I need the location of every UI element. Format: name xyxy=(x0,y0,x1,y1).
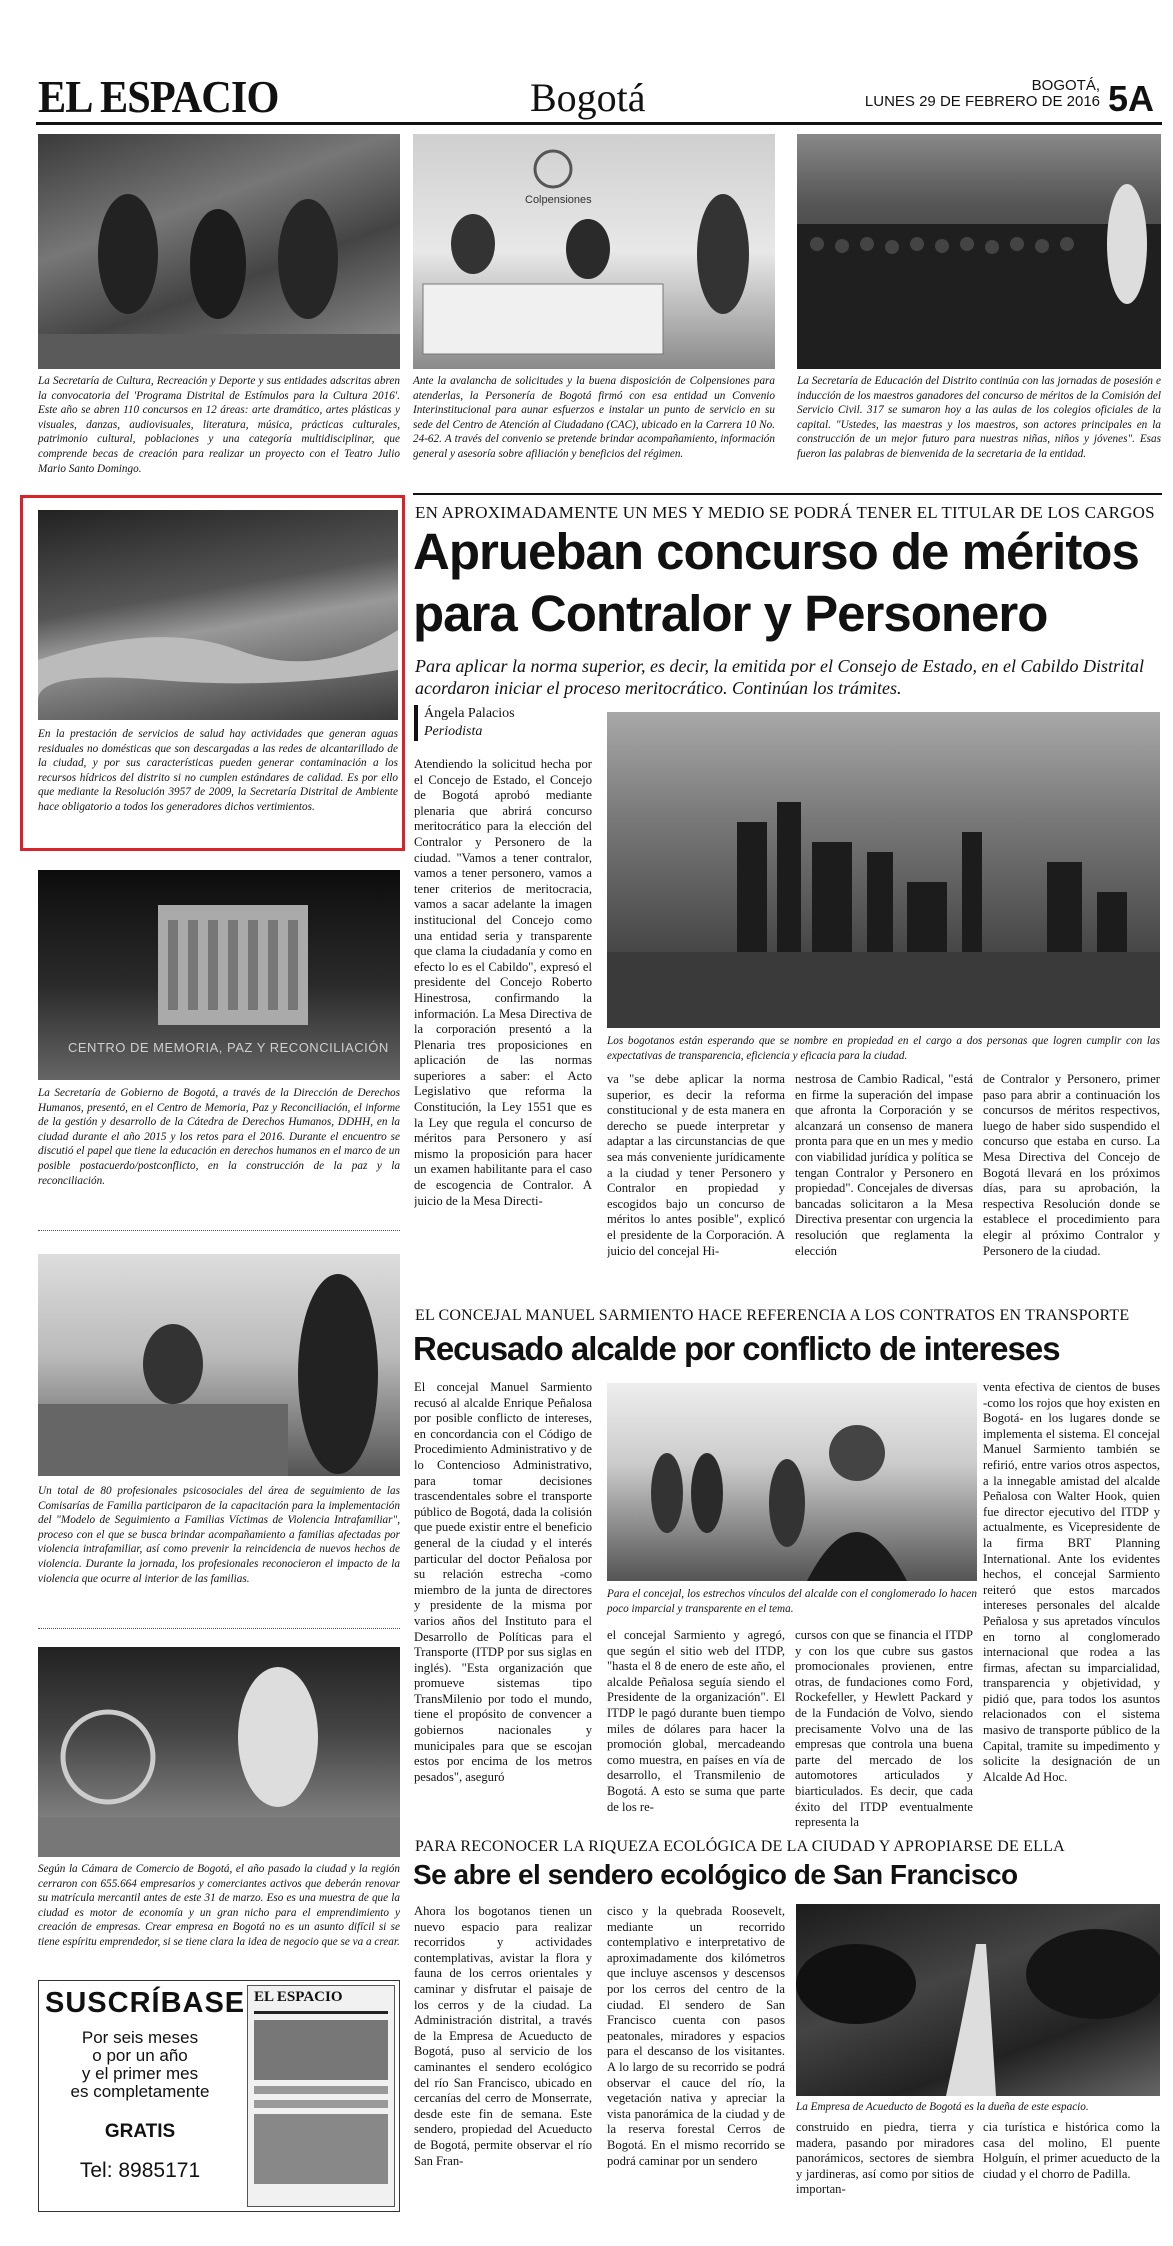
article2-column-2: el concejal Sarmiento y agregó, que según el sitio web del ITDP, "hasta el 8 de enero de este año, el alcalde Peñalosa seguía siendo el Presidente de la organización". El ITDP le pagó durante buen tiempo miles de dólares para hacer la promoción global, mercadeando como muestra, en países en vía de desarrollo, el Transmilenio de Bogotá. A esto se suma que parte de los re- xyxy=(607,1628,785,1814)
section-rule xyxy=(413,493,1162,495)
subscribe-text xyxy=(45,2029,235,2101)
mini-photo xyxy=(254,2114,388,2184)
article3-column-2: cisco y la quebrada Roosevelt, mediante un recorrido contemplativo e interpretativo de aproximadamente dos kilómetros que incluye ascensos y descensos por los cerros del centro de la ciudad. El sendero de San Francisco cuenta con pasos peatonales, miradores y espacios para el descanso de los visitantes. A lo largo de su recorrido se podrá observar el cauce del río, la vegetación nativa y apreciar la vista panorámica de la ciudad y de la reserva forestal Cerros de Bogotá. En el mismo recorrido se podrá caminar por un sendero xyxy=(607,1904,785,2168)
machine-scene xyxy=(38,1647,400,1857)
article2-column-4: venta efectiva de cientos de buses -como los rojos que hoy existen en Bogotá- en los lugares donde se implementa el sistema. El concejal Manuel Sarmiento también se refirió, entre varios otros aspectos, a la innegable amistad del alcalde Peñalosa con Walter Hook, quien fue director ejecutivo del ITDP y actualmente, es Vicepresidente de la firma BRT Planning International. Ante los evidentes hechos, el concejal Sarmiento reiteró que estos marcados intereses personales del alcalde Peñalosa y sus apretados vínculos en torno al conglomerado internacional que rodea a las firmas, afectan su imparcialidad, transparencia y objetividad, y pidió que, para todos los asuntos relacionados con el sistema masivo de transporte público de la Capital, tramite su impedimento y solicite la designación de un Alcalde Ad Hoc. xyxy=(983,1380,1160,1784)
page-number: 5A xyxy=(1108,78,1155,119)
photo-sarmiento xyxy=(607,1383,977,1581)
byline-role: Periodista xyxy=(424,724,483,739)
photo-capacitacion xyxy=(38,1254,400,1476)
article1-headline-line2: para Contralor y Personero xyxy=(413,585,1048,642)
header-rule xyxy=(36,122,1162,125)
article1-column-3: nestrosa de Cambio Radical, "está en firme la superación del impase que afronta la Corporación y se alcanzará un consenso de manera pronta para que en un mes y medio con viabilidad jurídica y política se tengan Contralor y Personero en propiedad". Concejales de diversas bancadas solicitaron a la Mesa Directiva presentar con urgencia la resolución que reglamenta la elección xyxy=(795,1072,973,1258)
caption-colpensiones: Ante la avalancha de solicitudes y la buena disposición de Colpensiones para atenderlas, la Personería de Bogotá firmó con esa entidad un Convenio Interinstitucional para aunar esfuerzos e instalar un punto de servicio en su sede del Centro de Atención al Ciudadano (CAC), ubicado en la Carrera 10 No. 24-62. A través del convenio se pretende brindar acompañamiento, información general y asesoría sobre afiliación y beneficios del régimen. xyxy=(413,375,775,460)
byline xyxy=(424,705,515,741)
centro-memoria-sign: CENTRO DE MEMORIA, PAZ Y RECONCILIACIÓN xyxy=(68,1040,389,1055)
caption-comisarias: Un total de 80 profesionales psicosociales del área de seguimiento de las Comisarías de Familia participaron de la capacitación para la implementación del "Modelo de Seguimiento a Familias Víctimas de Violencia Intrafamiliar", proceso con el que se busca brindar acompañamiento a familias afectadas por violencia intrafamiliar, así como prevenir la reincidencia de nuevos hechos de violencia. Durante la jornada, los profesionales reconocieron el impacto de la violencia que ocurre al interior de las familias. xyxy=(38,1485,400,1585)
article2-column-3: cursos con que se financia el ITDP y con los que cubre sus gastos promocionales provienen, entre otras, de fundaciones como Ford, Rockefeller, y Hewlett Packard y de la Fundación de Volvo, siendo precisamente Volvo una de las empresas que controla una buena parte del mercado de los automotores articulados y biarticulados. Es decir, que cada éxito del ITDP eventualmente representa la xyxy=(795,1628,973,1830)
caption-aguas: En la prestación de servicios de salud hay actividades que generan aguas residuales no domésticas que son descargadas a las redes de alcantarillado de la ciudad, y por sus características pueden generar contaminación a los recursos hídricos del distrito si no cumplen estándares de calidad. Es por ello que mediante la Resolución 3957 de 2009, la Secretaría Distrital de Ambiente hace obligatorio a todos los generadores dichos vertimientos. xyxy=(38,728,398,813)
article3-headline: Se abre el sendero ecológico de San Francisco xyxy=(413,1859,1018,1890)
article1-kicker: EN APROXIMADAMENTE UN MES Y MEDIO SE PODRÁ TENER EL TITULAR DE LOS CARGOS xyxy=(415,503,1155,522)
photo-maestros xyxy=(797,134,1161,369)
waterfall-forest xyxy=(796,1904,1160,2096)
subscribe-phone[interactable]: Tel: 8985171 xyxy=(79,2159,201,2182)
photo-colpensiones xyxy=(413,134,775,369)
article3-kicker: PARA RECONOCER LA RIQUEZA ECOLÓGICA DE LA CIUDAD Y APROPIARSE DE ELLA xyxy=(415,1838,1065,1855)
article3-column-1: Ahora los bogotanos tienen un nuevo espacio para realizar recorridos y actividades contemplativas, avistar la flora y fauna de los cerros orientales y caminar y disfrutar el paisaje de los cerros y de la ciudad. La Administración distrital, a través de la Empresa de Acueducto de Bogotá, puso al servicio de los caminantes el sendero ecológico del río San Francisco, ubicado en cercanías del cerro de Monserrate, desde este fin de semana. Este sendero, propiedad del Acueducto de Bogotá, permite observar el río San Fran- xyxy=(414,1904,592,2168)
skyline xyxy=(607,712,1160,1028)
section-title: Bogotá xyxy=(530,75,646,120)
article2-kicker: EL CONCEJAL MANUEL SARMIENTO HACE REFERENCIA A LOS CONTRATOS EN TRANSPORTE xyxy=(415,1307,1130,1324)
mini-photo xyxy=(254,2020,388,2080)
divider xyxy=(38,1230,400,1231)
newspaper-logo: EL ESPACIO xyxy=(38,71,279,122)
caption-camara-comercio: Según la Cámara de Comercio de Bogotá, el año pasado la ciudad y la región cerraron con 655.664 empresarios y comerciantes activos que deberán renovar su matrícula mercantil antes de este 31 de marzo. Eso es una muestra de que la ciudad es motor de economía y un gran nicho para el emprendimiento y creación de empresas. Crear empresa en Bogotá no es un asunto difícil si se tiene espíritu emprendedor, si se tiene clara la idea de negocio que se va a crear. xyxy=(38,1863,400,1948)
subscribe-title: SUSCRÍBASE xyxy=(45,1987,246,2019)
byline-bar xyxy=(414,705,418,741)
caption-sendero: La Empresa de Acueducto de Bogotá es la dueña de este espacio. xyxy=(796,2101,1089,2113)
article1-headline-line1: Aprueban concurso de méritos xyxy=(413,523,1139,580)
subscribe-line: y el primer mes xyxy=(81,2064,199,2083)
subscribe-line: Por seis meses xyxy=(81,2028,199,2047)
desk-scene xyxy=(38,1254,400,1476)
article2-column-1: El concejal Manuel Sarmiento recusó al alcalde Enrique Peñalosa por posible conflicto de intereses, en concordancia con el Código de Procedimiento Administrativo y de lo Contencioso Administrativo, para tomar decisiones trascendentales sobre el transporte público de Bogotá, dada la colisión que puede existir entre el beneficio general de la ciudad y el interés particular del doctor Peñalosa por su relación estrecha -como miembro de la junta de directores y presidente de la misma por varios años del Instituto para el Desarrollo de Políticas para el Transporte (ITDP por sus siglas en inglés). "Esta organización que promueve sistemas tipo TransMilenio por todo el mundo, tiene el propósito de convencer a gobiernos nacionales y municipales para que se escojan estos por encima de los metros pesados", aseguró xyxy=(414,1380,592,1784)
article1-deck: Para aplicar la norma superior, es decir, la emitida por el Consejo de Estado, en el Cabildo Distrital acordaron iniciar el proceso meritocrático. Continúan los trámites. xyxy=(415,656,1144,698)
photo-dancers xyxy=(38,134,400,369)
dateline-date: LUNES 29 DE FEBRERO DE 2016 xyxy=(864,93,1100,110)
mini-rule xyxy=(254,2011,388,2014)
article3-column-4: cia turística e histórica como la casa del molino, El puente Holguín, el primer acueducto de la ciudad y el chorro de Padilla. xyxy=(983,2120,1160,2181)
caption-sarmiento: Para el concejal, los estrechos vínculos del alcalde con el conglomerado lo hacen poco imparcial y transparente en el tema. xyxy=(607,1588,977,1615)
photo-sendero xyxy=(796,1904,1160,2096)
caption-maestros: La Secretaría de Educación del Distrito continúa con las jornadas de posesión e inducción de los maestros ganadores del concurso de méritos de la Comisión del Servicio Civil. 317 se sumaron hoy a las aulas de los colegios oficiales de la capital. "Ustedes, las maestras y los maestros, son actores principales en la construcción de un mejor futuro para nuestras niñas, niños y jóvenes". Esas fueron las palabras de bienvenida de la secretaria de la entidad. xyxy=(797,375,1161,460)
mini-line xyxy=(254,2086,388,2094)
mini-logo: EL ESPACIO xyxy=(254,1989,343,2005)
caption-ddhh: La Secretaría de Gobierno de Bogotá, a través de la Dirección de Derechos Humanos, presentó, en el Centro de Memoria, Paz y Reconciliación, el informe de la gestión y desarrollo de la Cátedra de Derechos Humanos, DDHH, en la ciudad durante el año 2015 y los retos para el 2016. Durante el encuentro se discutió el papel que tiene la educación en derechos humanos en el marco de un posible postacuerdo/postconflicto, en la construcción de la paz y la reconciliación. xyxy=(38,1087,400,1187)
byline-author: Ángela Palacios xyxy=(424,706,515,721)
subscribe-gratis: GRATIS xyxy=(104,2121,176,2142)
caption-cultura: La Secretaría de Cultura, Recreación y Deporte y sus entidades adscritas abren la convocatoria del 'Programa Distrital de Estímulos para la Cultura 2016'. Este año se abren 110 concursos en 12 áreas: arte dramático, artes plásticas y visuales, danzas, audiovisuales, literatura, música, prácticas culturales, patrimonio cultural, poblaciones y una categoría multidisciplinar, que comprende becas de creación para realizar un proyecto con el Teatro Julio Mario Santo Domingo. xyxy=(38,375,400,475)
article1-column-1: Atendiendo la solicitud hecha por el Concejo de Estado, el Concejo de Bogotá aprobó mediante plenaria que abrirá concurso meritocrático para la elección del Contralor y Personero de la ciudad. "Vamos a tener contralor, vamos a tener personero, vamos a tener criterios de meritocracia, vamos a sacar adelante la imagen institucional del Concejo como una entidad seria y transparente que clama la ciudadanía y como en efecto lo es el Cabildo", expresó el presidente del Concejo Roberto Hinestrosa, confirmando la información. La Mesa Directiva de la corporación presentó a la Plenaria tres proposiciones en aplicación de las normas superiores a saber: el Acto Legislativo que reforma la Constitución, la Ley 1551 que es la Ley que regula el concurso de méritos para Personero y así mismo la proposición para hacer un examen habilitante para el caso de escogencia de Contralor. A juicio de la Mesa Directi- xyxy=(414,757,592,1208)
article1-column-2: va "se debe aplicar la norma superior, es decir la reforma constitucional y de esta manera en derecho se puede interpretar y adaptar a las circunstancias de que sea más conveniente jurídicamente a la ciudad y tener Personero y Contralor en propiedad y escogidos bajo un concurso de méritos lo antes posible", explicó el presidente de la Corporación. A juicio del concejal Hi- xyxy=(607,1072,785,1258)
dateline-city: BOGOTÁ, xyxy=(1031,77,1100,94)
portrait-scene xyxy=(607,1383,977,1581)
photo-empresarios xyxy=(38,1647,400,1857)
mini-line xyxy=(254,2100,388,2108)
article1-column-4: de Contralor y Personero, primer paso para abrir a continuación los concursos de méritos respectivos, luego de haber sido suspendido el concurso que estaba en curso. La Mesa Directiva del Concejo de Bogotá llevará en los próximos días, para su aprobación, la respectiva Resolución donde se establece el procedimiento para elegir al próximo Contralor y Personero de la ciudad. xyxy=(983,1072,1160,1258)
photo-bogota-skyline xyxy=(607,712,1160,1028)
audience-crowd xyxy=(797,134,1161,369)
dateline xyxy=(860,78,1100,110)
office-scene xyxy=(413,134,775,369)
article2-headline: Recusado alcalde por conflicto de intereses xyxy=(413,1330,1060,1367)
subscribe-line: es completamente xyxy=(70,2082,210,2101)
newspaper-thumbnail xyxy=(247,1985,395,2207)
divider xyxy=(38,1628,400,1629)
subscribe-ad[interactable] xyxy=(38,1980,400,2212)
article3-column-3: construido en piedra, tierra y madera, pasando por miradores panorámicos, sectores de siembra y jardineras, así como por sitios de importan- xyxy=(796,2120,974,2197)
subscribe-line: o por un año xyxy=(92,2046,188,2065)
caption-skyline: Los bogotanos están esperando que se nombre en propiedad en el cargo a dos personas que logren cumplir con las expectativas de transparencia, eficiencia y eficacia para la ciudad. xyxy=(607,1035,1160,1062)
photo-centro-memoria xyxy=(38,870,400,1080)
colpensiones-sign: Colpensiones xyxy=(525,194,592,206)
river-landscape xyxy=(38,510,398,720)
photo-river xyxy=(38,510,398,720)
dancers-figures xyxy=(38,134,400,369)
